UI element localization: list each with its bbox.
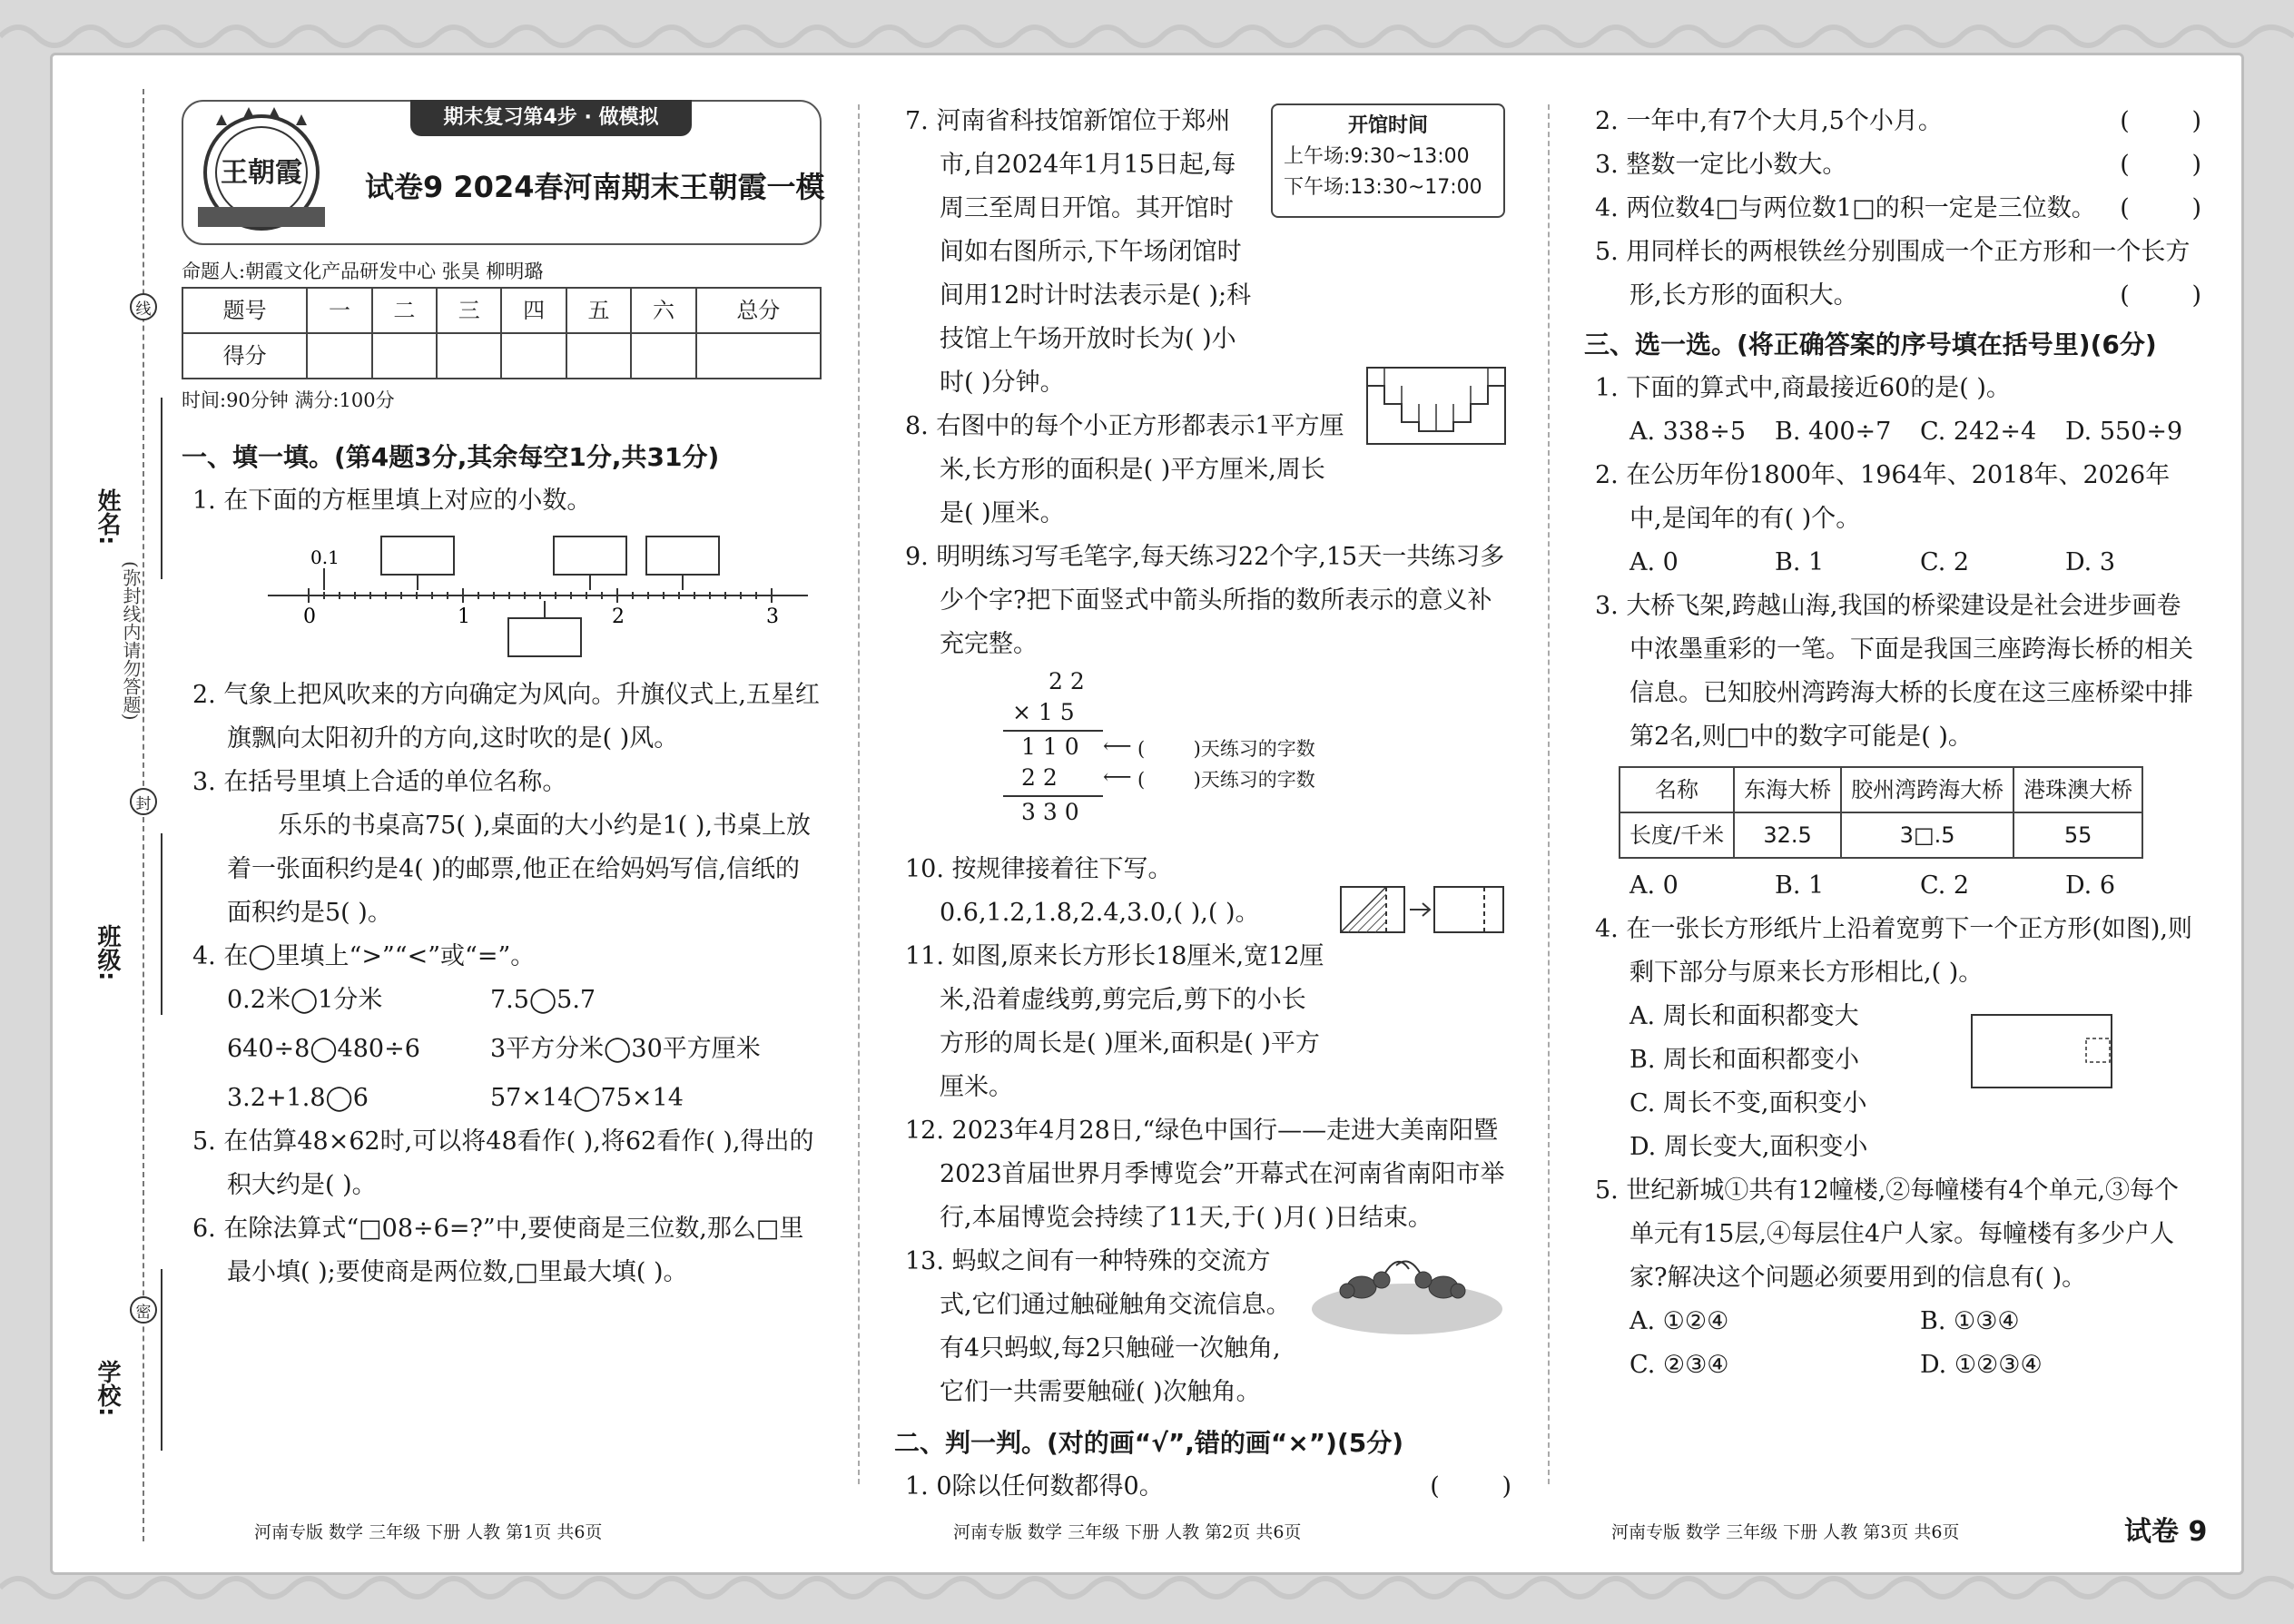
grid-rectangle-figure: [1366, 367, 1507, 445]
option[interactable]: B. 400÷7: [1775, 418, 1892, 446]
number-line-ticks: [309, 568, 772, 618]
option[interactable]: C. 242÷4: [1920, 418, 2037, 446]
compare-item[interactable]: 0.2米◯1分米: [227, 986, 383, 1014]
time-line: 时间:90分钟 满分:100分: [182, 389, 395, 411]
score-cell: 一: [307, 288, 371, 333]
tick-label: 0.1: [310, 546, 340, 568]
option[interactable]: D. 周长变大,面积变小: [1629, 1133, 1868, 1161]
answer-box[interactable]: [554, 536, 626, 575]
score-table-score-row: [182, 333, 821, 379]
question-1-7: 7. 河南省科技馆新馆位于郑州市,自2024年1月15日起,每周三至周日开馆。其开馆时间如右图所示,下午场闭馆时间用12时计时法表示是( );科技馆上午场开放时长为( )小时( )分钟。: [905, 107, 1252, 397]
wavy-border-bottom: [0, 1570, 2294, 1624]
score-input-cell[interactable]: [307, 333, 371, 379]
compare-item[interactable]: 3平方分米◯30平方厘米: [490, 1035, 761, 1063]
tick-label: 0: [303, 605, 316, 628]
school-label: 学校:: [94, 1360, 121, 1417]
opening-hours-box: [1271, 103, 1505, 218]
answer-box[interactable]: [646, 536, 719, 575]
column-divider-1: [858, 104, 860, 1484]
section-1-title: 一、填一填。(第4题3分,其余每空1分,共31分): [182, 442, 720, 472]
bridge-table: [1619, 766, 2143, 859]
calc-note: ( )天练习的字数: [1137, 769, 1315, 791]
review-step-banner: 期末复习第4步 · 做模拟: [410, 100, 692, 136]
column-divider-2: [1548, 104, 1550, 1484]
hours-am: 上午场:9:30~13:00: [1284, 145, 1470, 168]
authors-line: 命题人:朝霞文化产品研发中心 张昊 柳明璐: [182, 261, 544, 282]
answer-box[interactable]: [508, 618, 581, 656]
name-line[interactable]: [161, 398, 162, 579]
page-footer-2: 河南专版 数学 三年级 下册 人教 第2页 共6页: [953, 1522, 1302, 1542]
judge-item-2: 2. 一年中,有7个大月,5个小月。 ( ): [1584, 100, 2201, 143]
score-input-cell[interactable]: [501, 333, 566, 379]
question-1-10-body: 0.6,1.2,1.8,2.4,3.0,( ),( )。: [940, 899, 1260, 927]
question-1-3: 3. 在括号里填上合适的单位名称。: [192, 768, 567, 796]
question-1-4: 4. 在◯里填上“>”“<”或“=”。: [192, 942, 536, 970]
tick-label: 3: [766, 605, 779, 628]
question-1-11: 11. 如图,原来长方形长18厘米,宽12厘米,沿着虚线剪,剪完后,剪下的小长方形的周长是( )厘米,面积是( )平方厘米。: [905, 942, 1324, 1101]
bridge-cell: 胶州湾跨海大桥: [1841, 767, 2013, 812]
binding-margin: [50, 53, 186, 1575]
paper-header: [182, 100, 825, 245]
score-cell: 二: [372, 288, 437, 333]
publisher-logo-icon: [189, 107, 334, 239]
choice-options-5: [1584, 1300, 2201, 1387]
choice-options-1: [1584, 410, 2201, 454]
option[interactable]: B. 周长和面积都变小: [1629, 1046, 1860, 1074]
answer-paren[interactable]: ( ): [2120, 281, 2201, 310]
compare-item[interactable]: 640÷8◯480÷6: [227, 1035, 420, 1063]
question-1-10: 10. 按规律接着往下写。: [905, 855, 1173, 883]
score-cell: 四: [501, 288, 566, 333]
option[interactable]: D. ①②③④: [1920, 1351, 2043, 1379]
score-input-cell[interactable]: [631, 333, 695, 379]
arrow-icon: ⟵: [1103, 766, 1132, 789]
calc-note: ( )天练习的字数: [1137, 738, 1315, 760]
option[interactable]: C. 2: [1920, 871, 1970, 900]
page-footer-1: 河南专版 数学 三年级 下册 人教 第1页 共6页: [254, 1522, 603, 1542]
option[interactable]: C. 周长不变,面积变小: [1629, 1089, 1867, 1117]
question-1-13: 13. 蚂蚁之间有一种特殊的交流方式,它们通过触碰触角交流信息。有4只蚂蚁,每2只触碰一次触角,它们一共需要触碰( )次触角。: [905, 1247, 1291, 1406]
question-1-5: 5. 在估算48×62时,可以将48看作( ),将62看作( ),得出的积大约是( )。: [192, 1127, 814, 1199]
score-cell: 题号: [182, 288, 307, 333]
seal-mark-mi: 密: [130, 1296, 157, 1324]
option[interactable]: A. ①②④: [1629, 1307, 1729, 1335]
calc-line: 2 2: [1021, 764, 1058, 791]
name-label: 姓名:: [94, 488, 121, 546]
paper-title: 试卷9 2024春河南期末王朝霞一模: [365, 170, 825, 204]
choice-question-2: 2. 在公历年份1800年、1964年、2018年、2026年中,是闰年的有( )个。: [1595, 461, 2171, 533]
judge-item-3: 3. 整数一定比小数大。 ( ): [1584, 143, 2201, 187]
score-input-cell[interactable]: [696, 333, 821, 379]
choice-question-5: 5. 世纪新城①共有12幢楼,②每幢楼有4个单元,③每个单元有15层,④每层住4户人家。每幢楼有多少户人家?解决这个问题必须要用到的信息有( )。: [1595, 1176, 2180, 1292]
seal-mark-xian: 线: [130, 293, 157, 320]
judge-item-1: 1. 0除以任何数都得0。 ( ): [894, 1465, 1511, 1509]
column-3: [1584, 100, 2201, 1387]
bridge-cell: 港珠澳大桥: [2013, 767, 2142, 812]
seal-note: (弥封线内请勿答题): [120, 561, 142, 721]
answer-paren[interactable]: ( ): [1430, 1472, 1511, 1501]
option[interactable]: A. 0: [1629, 871, 1679, 900]
class-label: 班级:: [94, 924, 121, 981]
score-cell: 五: [566, 288, 631, 333]
option[interactable]: A. 338÷5: [1629, 418, 1746, 446]
logo-text: 王朝霞: [221, 157, 302, 189]
option[interactable]: B. 1: [1775, 871, 1825, 900]
choice-options-3: [1584, 864, 2201, 908]
answer-paren[interactable]: ( ): [2120, 107, 2201, 135]
score-input-cell[interactable]: [437, 333, 501, 379]
score-input-cell[interactable]: [566, 333, 631, 379]
score-table: [182, 287, 822, 379]
class-line[interactable]: [161, 833, 162, 1015]
calc-line: 2 2: [1049, 668, 1085, 694]
option[interactable]: A. 周长和面积都变大: [1629, 1002, 1859, 1030]
paper-cut-figure: [1970, 1013, 2115, 1091]
option[interactable]: D. 6: [2065, 871, 2116, 900]
bridge-cell: 55: [2013, 812, 2142, 858]
score-cell: 总分: [696, 288, 821, 333]
answer-box[interactable]: [381, 536, 454, 575]
bridge-table-row: [1620, 812, 2142, 858]
question-1-9: 9. 明明练习写毛笔字,每天练习22个字,15天一共练习多少个字?把下面竖式中箭头所指的数所表示的意义补充完整。: [905, 543, 1505, 658]
question-1-1: 1. 在下面的方框里填上对应的小数。: [192, 487, 592, 515]
tick-label: 1: [458, 605, 470, 628]
bridge-cell: 3□.5: [1841, 812, 2013, 858]
option[interactable]: C. ②③④: [1629, 1351, 1729, 1379]
answer-paren[interactable]: ( ): [2120, 194, 2201, 222]
choice-question-3: 3. 大桥飞架,跨越山海,我国的桥梁建设是社会进步画卷中浓墨重彩的一笔。下面是我国三座跨海长桥的相关信息。已知胶州湾跨海大桥的长度在这三座桥梁中排第2名,则□中的数字可能是( )。: [1595, 592, 2193, 751]
hours-title: 开馆时间: [1347, 114, 1428, 137]
school-line[interactable]: [161, 1269, 162, 1451]
cut-rectangle-figure: [1339, 885, 1507, 935]
option[interactable]: C. 2: [1920, 548, 1970, 576]
answer-paren[interactable]: ( ): [2120, 151, 2201, 179]
bridge-cell: 32.5: [1734, 812, 1841, 858]
compare-item[interactable]: 7.5◯5.7: [490, 986, 596, 1014]
question-1-12: 12. 2023年4月28日,“绿色中国行——走进大美南阳暨2023首届世界月季博览会”开幕式在河南省南阳市举行,本届博览会持续了11天,于( )月( )日结束。: [905, 1117, 1505, 1232]
compare-grid: [182, 979, 822, 1120]
arrow-icon: ⟵: [1103, 735, 1132, 758]
section-3-title: 三、选一选。(将正确答案的序号填在括号里)(6分): [1584, 330, 2157, 359]
question-1-2: 2. 气象上把风吹来的方向确定为风向。升旗仪式上,五星红旗飘向太阳初升的方向,这时吹的是( )风。: [192, 681, 820, 753]
bridge-cell: 名称: [1620, 767, 1734, 812]
option[interactable]: B. ①③④: [1920, 1307, 2020, 1335]
tick-label: 2: [612, 605, 625, 628]
calc-line: 3 3 0: [1021, 799, 1079, 825]
choice-question-4: 4. 在一张长方形纸片上沿着宽剪下一个正方形(如图),则剩下部分与原来长方形相比,( )。: [1595, 915, 2192, 987]
score-input-cell[interactable]: [372, 333, 437, 379]
choice-options-4: [1584, 995, 2201, 1169]
compare-item[interactable]: 57×14◯75×14: [490, 1084, 684, 1112]
number-line-figure: [182, 523, 822, 659]
judge-item-5: 5. 用同样长的两根铁丝分别围成一个正方形和一个长方形,长方形的面积大。 ( ): [1584, 231, 2201, 318]
option[interactable]: D. 3: [2065, 548, 2116, 576]
calc-line: 1 1 0: [1021, 733, 1079, 760]
bridge-cell: 东海大桥: [1734, 767, 1841, 812]
paper-number-badge: 试卷 9: [2124, 1516, 2208, 1548]
ants-illustration-icon: [1307, 1244, 1507, 1343]
section-2-title: 二、判一判。(对的画“√”,错的画“×”)(5分): [894, 1428, 1404, 1458]
calc-line: × 1 5: [1012, 699, 1075, 725]
option[interactable]: B. 1: [1775, 548, 1825, 576]
bridge-table-header: [1620, 767, 2142, 812]
bridge-cell: 长度/千米: [1620, 812, 1734, 858]
seal-mark-feng: 封: [130, 788, 157, 815]
compare-item[interactable]: 3.2+1.8◯6: [227, 1084, 369, 1112]
score-cell: 六: [631, 288, 695, 333]
choice-question-1: 1. 下面的算式中,商最接近60的是( )。: [1595, 374, 2011, 402]
judge-item-4: 4. 两位数4□与两位数1□的积一定是三位数。 ( ): [1584, 187, 2201, 231]
hours-pm: 下午场:13:30~17:00: [1284, 176, 1482, 199]
question-1-8: 8. 右图中的每个小正方形都表示1平方厘米,长方形的面积是( )平方厘米,周长是( )厘米。: [905, 412, 1344, 527]
page-footer-3: 河南专版 数学 三年级 下册 人教 第3页 共6页: [1611, 1522, 1960, 1542]
vertical-multiplication: [985, 666, 1511, 848]
score-cell: 得分: [182, 333, 307, 379]
column-1: [182, 100, 825, 1294]
score-table-header-row: [182, 288, 821, 333]
option[interactable]: A. 0: [1629, 548, 1679, 576]
question-1-3-body: 乐乐的书桌高75( ),桌面的大小约是1( ),书桌上放着一张面积约是4( )的邮票,他正在给妈妈写信,信纸的面积约是5( )。: [227, 812, 811, 927]
option[interactable]: D. 550÷9: [2065, 418, 2183, 446]
question-1-6: 6. 在除法算式“□08÷6=?”中,要使商是三位数,那么□里最小填( );要使商是两位数,□里最大填( )。: [192, 1215, 804, 1286]
choice-options-2: [1584, 541, 2201, 585]
score-cell: 三: [437, 288, 501, 333]
wavy-border-top: [0, 0, 2294, 54]
